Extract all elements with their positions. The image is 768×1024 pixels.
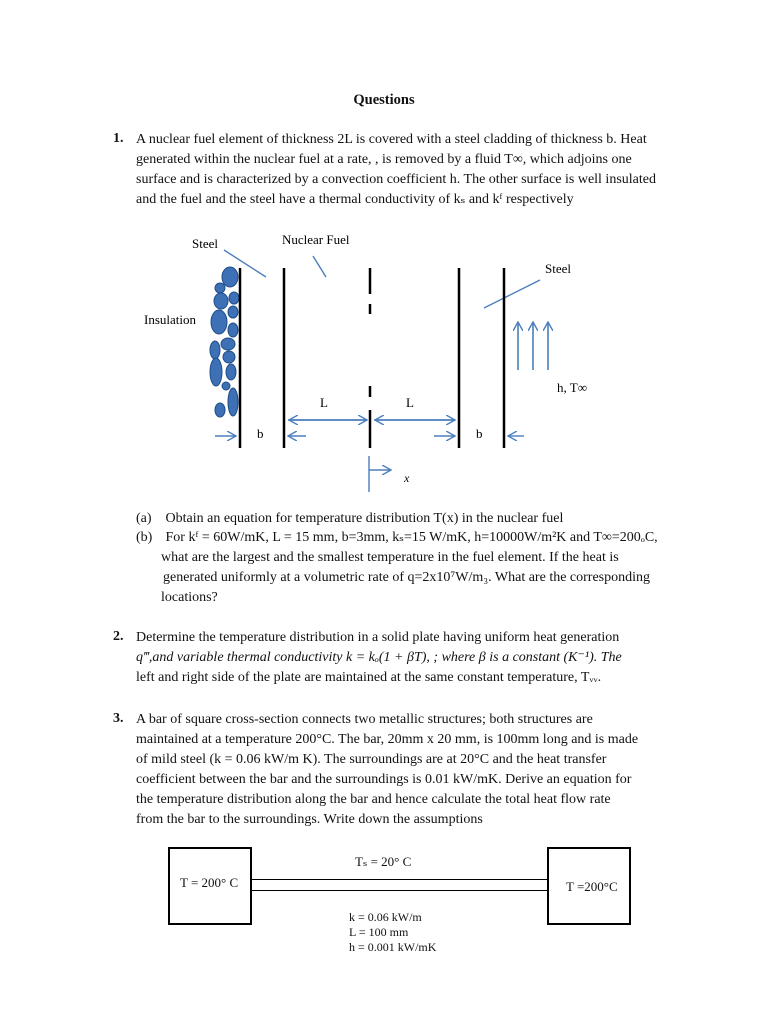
part-b-line: locations? xyxy=(161,590,218,605)
q1-line: and the fuel and the steel have a thermal conductivity of kₛ and kᶠ respectively xyxy=(136,192,574,207)
pointer-steel-right xyxy=(484,280,540,308)
part-a-text: Obtain an equation for temperature distribution T(x) in the nuclear fuel xyxy=(165,511,564,526)
label-insulation: Insulation xyxy=(144,312,196,327)
q2-line: left and right side of the plate are maintained at the same constant temperature, Tᵥᵥ. xyxy=(136,670,602,685)
label-x: x xyxy=(404,471,410,485)
left-box-label xyxy=(180,875,238,891)
q1-line: generated within the nuclear fuel at a rate, , is removed by a fluid T∞, which adjoins one xyxy=(136,152,632,167)
page-title: Questions xyxy=(353,92,415,108)
label-b-right: b xyxy=(476,426,483,441)
q2-line: Determine the temperature distribution in a solid plate having uniform heat generation xyxy=(136,630,620,645)
question-1-text xyxy=(136,130,678,210)
label-steel-right: Steel xyxy=(545,261,571,276)
part-b-line: what are the largest and the smallest temperature in the fuel element. If the heat is xyxy=(161,550,619,565)
q3-line: of mild steel (k = 0.06 kW/m K). The surroundings are at 20°C and the heat transfer xyxy=(136,752,607,767)
question-2-text xyxy=(136,628,678,688)
q1-part-a xyxy=(136,509,696,529)
q3-line: maintained at a temperature 200°C. The bar, 20mm x 20 mm, is 100mm long and is made xyxy=(136,732,639,747)
right-structure-box xyxy=(547,847,631,925)
surroundings-temp-label: Tₛ = 20° C xyxy=(355,854,412,869)
part-b-line: generated uniformly at a volumetric rate of q=2x10⁷W/m₃. What are the corresponding xyxy=(163,570,651,585)
q3-line: from the bar to the surroundings. Write down the assumptions xyxy=(136,812,483,827)
bar xyxy=(252,879,547,891)
q3-line: the temperature distribution along the bar and hence calculate the total heat flow rate xyxy=(136,792,611,807)
prop-h: h = 0.001 kW/mK xyxy=(349,940,437,954)
question-2-number: 2. xyxy=(113,629,124,644)
bar-properties xyxy=(349,910,436,955)
part-b-line: For kᶠ = 60W/mK, L = 15 mm, b=3mm, kₛ=15 W/mK, h=10000W/m²K and T∞=200ₒC, xyxy=(165,530,658,545)
prop-k: k = 0.06 kW/m xyxy=(349,910,422,924)
label-L-left: L xyxy=(320,395,328,410)
left-structure-box xyxy=(168,847,252,925)
label-b-left: b xyxy=(257,426,264,441)
part-b-label: (b) xyxy=(136,530,153,545)
label-h-tinf: h, T∞ xyxy=(557,380,587,395)
question-3-number: 3. xyxy=(113,711,124,726)
q1-line: surface and is characterized by a convection coefficient h. The other surface is well insulated xyxy=(136,172,656,187)
label-L-right: L xyxy=(406,395,414,410)
insulation-blobs xyxy=(210,267,239,417)
question-3-text xyxy=(136,710,678,830)
label-steel-left: Steel xyxy=(192,236,218,251)
nuclear-fuel-diagram xyxy=(0,220,768,500)
q1-line: A nuclear fuel element of thickness 2L is covered with a steel cladding of thickness b. Heat xyxy=(136,132,647,147)
q2-line: q‴,and variable thermal conductivity k = kₒ(1 + βT), ; where β is a constant (K⁻¹). The xyxy=(136,650,622,665)
q3-line: coefficient between the bar and the surroundings is 0.01 kW/mK. Derive an equation for xyxy=(136,772,632,787)
right-box-temp: T =200°C xyxy=(566,879,618,894)
part-a-label: (a) xyxy=(136,511,152,526)
label-nuclear-fuel: Nuclear Fuel xyxy=(282,232,350,247)
q3-line: A bar of square cross-section connects two metallic structures; both structures are xyxy=(136,712,593,727)
fluid-flow-arrows xyxy=(518,322,548,370)
prop-L: L = 100 mm xyxy=(349,925,409,939)
left-box-temp: T = 200° C xyxy=(180,875,239,890)
pointer-nuclear-fuel xyxy=(313,256,326,277)
q1-part-b xyxy=(136,528,716,608)
question-1-number: 1. xyxy=(113,131,124,146)
right-box-label xyxy=(566,879,618,895)
